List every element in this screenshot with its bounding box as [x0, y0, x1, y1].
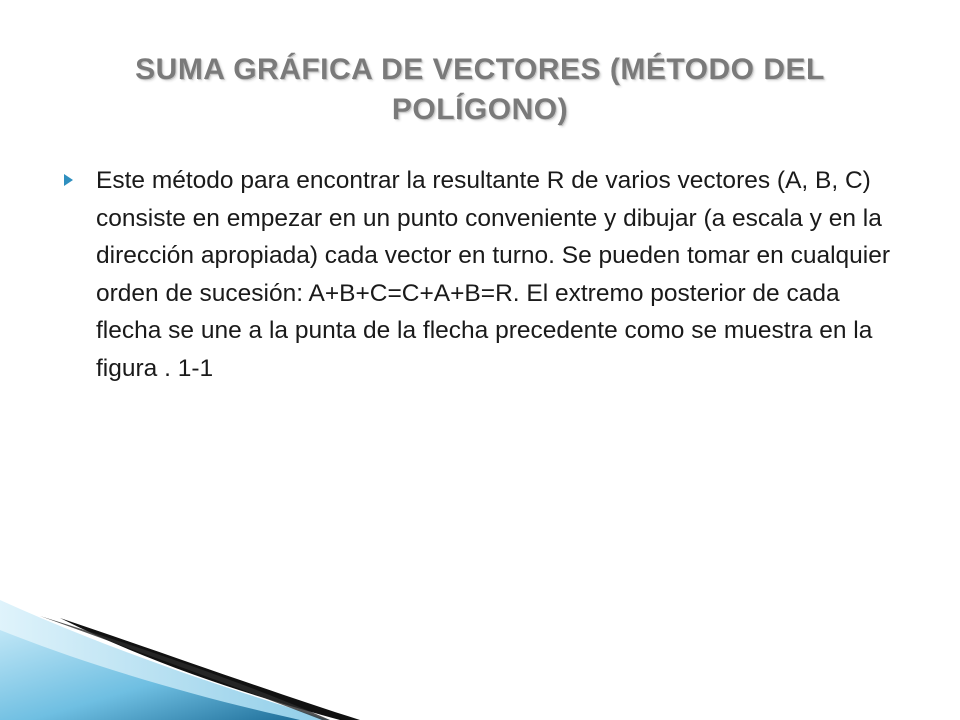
slide-title: SUMA GRÁFICA DE VECTORES (MÉTODO DEL POLÍGONO)	[135, 53, 825, 126]
decorative-swoosh	[0, 560, 420, 720]
bullet-text: Este método para encontrar la resultante R de varios vectores (A, B, C) consiste en empezar en un punto conveniente y dibujar (a escala y en la dirección apropiada) cada vector en turno. Se pueden tomar en cualquier orden de sucesión: A+B+C=C+A+B=R. El extremo posterior de cada flecha se une a la punta de la flecha precedente como se muestra en la figura . 1-1	[96, 167, 891, 382]
bullet-item	[62, 162, 908, 387]
bullet-list	[62, 162, 908, 387]
triangle-bullet-icon	[64, 174, 73, 186]
